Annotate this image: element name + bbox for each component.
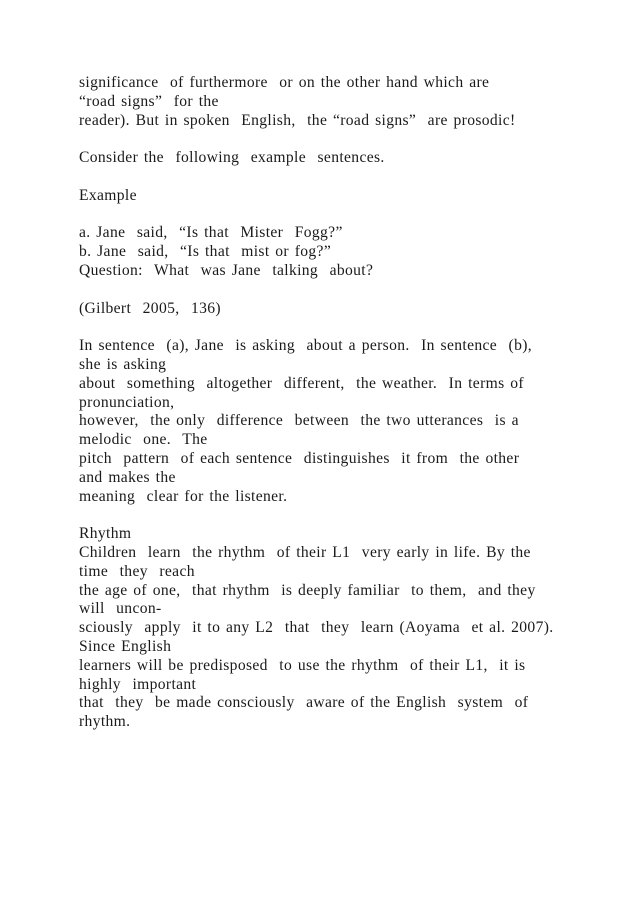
text-line: will uncon- [79, 600, 162, 618]
blank-line [79, 506, 579, 525]
section-heading-rhythm: Rhythm [79, 525, 132, 543]
text-line: “road signs” for the [79, 92, 219, 110]
blank-line [79, 168, 579, 187]
text-line: Since English [79, 637, 172, 655]
text-line: rhythm. [79, 713, 131, 731]
blank-line [79, 318, 579, 337]
text-line: pronunciation, [79, 393, 175, 411]
text-line: reader). But in spoken English, the “road signs” are prosodic! [79, 111, 516, 129]
text-line: she is asking [79, 355, 167, 373]
example-sentence-a: a. Jane said, “Is that Mister Fogg?” [79, 224, 343, 242]
example-question: Question: What was Jane talking about? [79, 261, 374, 279]
text-line: and makes the [79, 468, 176, 486]
blank-line [79, 206, 579, 225]
blank-line [79, 130, 579, 149]
text-line: Children learn the rhythm of their L1 very early in life. By the [79, 543, 531, 561]
text-line: the age of one, that rhythm is deeply familiar to them, and they [79, 581, 536, 599]
text-line: about something altogether different, the weather. In terms of [79, 374, 524, 392]
text-line: highly important [79, 675, 197, 693]
text-line: Consider the following example sentences. [79, 149, 385, 167]
text-line: meaning clear for the listener. [79, 487, 288, 505]
text-line: significance of furthermore or on the other hand which are [79, 74, 490, 91]
example-sentence-b: b. Jane said, “Is that mist or fog?” [79, 243, 332, 261]
body-text [79, 74, 579, 732]
example-heading: Example [79, 186, 137, 204]
text-line: pitch pattern of each sentence distinguishes it from the other [79, 449, 520, 467]
text-line: melodic one. The [79, 431, 208, 449]
text-line: sciously apply it to any L2 that they learn (Aoyama et al. 2007). [79, 619, 554, 637]
citation: (Gilbert 2005, 136) [79, 299, 221, 317]
text-line: time they reach [79, 562, 195, 580]
blank-line [79, 281, 579, 300]
text-line: learners will be predisposed to use the rhythm of their L1, it is [79, 656, 526, 674]
text-line: that they be made consciously aware of the English system of [79, 694, 529, 712]
text-line: however, the only difference between the two utterances is a [79, 412, 519, 430]
text-line: In sentence (a), Jane is asking about a person. In sentence (b), [79, 337, 533, 355]
